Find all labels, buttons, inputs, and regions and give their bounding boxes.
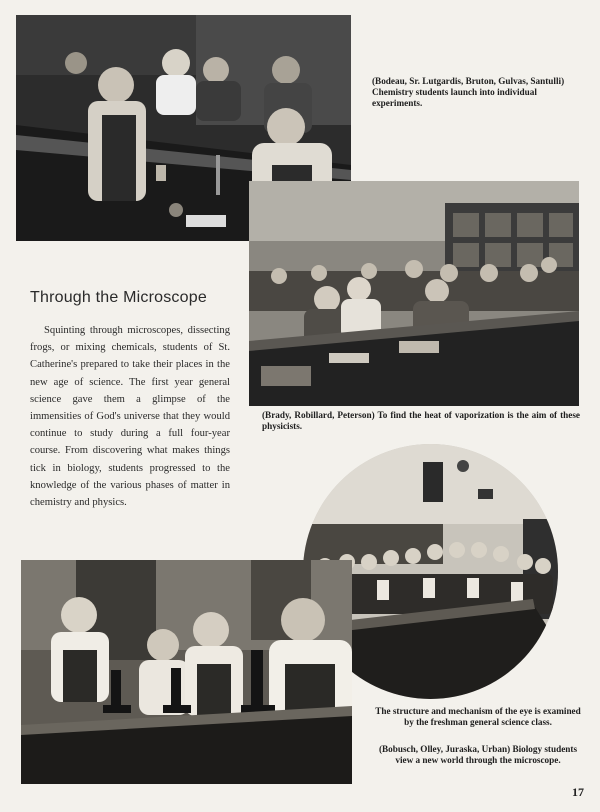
- biology-caption: (Bobusch, Olley, Juraska, Urban) Biology students view a new world through the microscope.: [378, 744, 578, 765]
- physics-caption: (Brady, Robillard, Peterson) To find the heat of vaporization is the aim of these physicists.: [262, 410, 580, 431]
- eye-caption: The structure and mechanism of the eye is examined by the freshman general science class.: [375, 706, 581, 727]
- article-heading: Through the Microscope: [30, 289, 207, 306]
- chemistry-caption: (Bodeau, Sr. Lutgardis, Bruton, Gulvas, Santulli) Chemistry students launch into individual experiments.: [372, 76, 565, 108]
- page-number: 17: [572, 785, 584, 799]
- article-body: Squinting through microscopes, dissecting frogs, or mixing chemicals, students of St. Catherine's prepared to take their places in the new age of science. The first year general science gave them a glimpse of the immensities of God's universe that they would continue to study during a full four-year course. From discovering what makes things tick in biology, students progressed to the knowledge of the various phases of matter in chemistry and physics.: [30, 325, 230, 509]
- biology-microscope-photo: [21, 560, 352, 784]
- physics-lab-photo: [249, 181, 579, 406]
